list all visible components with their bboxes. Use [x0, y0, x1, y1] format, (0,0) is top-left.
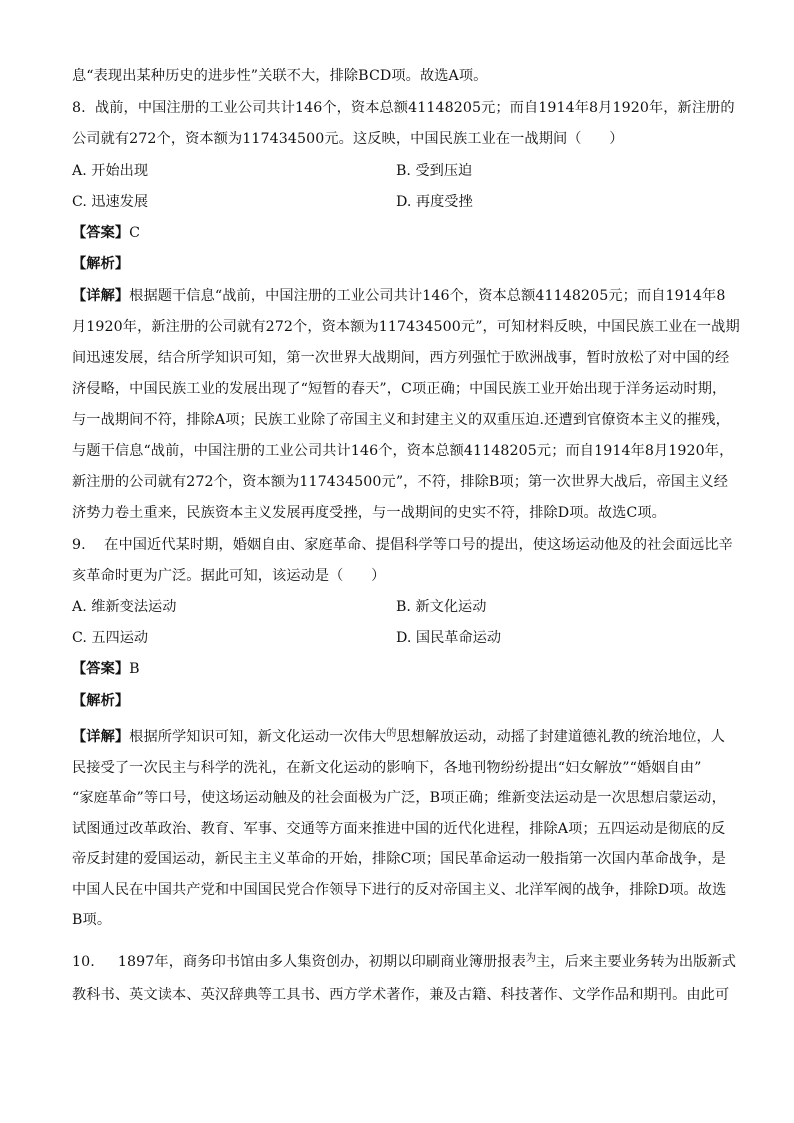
- q8-option-a: A. 开始出现: [72, 163, 149, 179]
- q8-detail-line-6: 与题干信息“战前，中国注册的工业公司共计146个，资本总额41148205元；而自1914年8月1920年，: [72, 443, 734, 459]
- q10-superscript: 为: [525, 953, 537, 964]
- q8-analysis-tag: [72, 254, 129, 274]
- q8-detail-line-8: 济势力卷土重来，民族资本主义发展再度受挫，与一战期间的史实不符，排除D项。故选C项。: [72, 505, 666, 521]
- q8-detail-line-2: 月1920年，新注册的公司就有272个，资本额为117434500元”，可知材料反映，中国民族工业在一战期: [72, 319, 740, 335]
- q10-text-1a: 10. 1897年，商务印书馆由多人集资创办，初期以印刷商业簿册报表: [72, 954, 526, 970]
- q10-stem-line-2: 教科书、英文读本、英汉辞典等工具书、西方学术著作，兼及古籍、科技著作、文学作品和期刊。由此可: [72, 987, 730, 1003]
- q9-detail-line-3: “家庭革命”等口号，使这场运动触及的社会面极为广泛，B项正确；维新变法运动是一次思想启蒙运动，: [72, 790, 726, 806]
- q9-stem-line-1: 9. 在中国近代某时期，婚姻自由、家庭革命、提倡科学等口号的提出，使这场运动他及的社会面远比辛: [72, 537, 733, 553]
- q9-detail-line-6: 中国人民在中国共产党和中国国民党合作领导下进行的反对帝国主义、北洋军阀的战争，排除D项。故选: [72, 882, 727, 898]
- q8-stem-line-1: 8. 战前，中国注册的工业公司共计146个，资本总额41148205元；而自1914年8月1920年，新注册的: [72, 100, 735, 116]
- answer-tag: 【答案】: [72, 661, 130, 677]
- detail-tag: 【详解】: [72, 729, 130, 745]
- q9-stem-line-2: 亥革命时更为广泛。据此可知，该运动是（ ）: [72, 568, 386, 584]
- q9-answer-line: [72, 659, 140, 679]
- q9-option-a: A. 维新变法运动: [72, 599, 177, 615]
- q8-detail-line-3: 间迅速发展，结合所学知识可知，第一次世界大战期间，西方列强忙于欧洲战事，暂时放松了对中国的经: [72, 350, 730, 366]
- q9-detail-line-2: 民接受了一次民主与科学的洗礼，在新文化运动的影响下，各地刊物纷纷提出“妇女解放”“婚姻自由”: [72, 760, 702, 776]
- q9-option-c: C. 五四运动: [72, 630, 149, 646]
- q9-detail-line-1: [72, 727, 725, 749]
- analysis-tag: 【解析】: [72, 693, 130, 709]
- q9-detail-line-4: 试图通过改革政治、教育、军事、交通等方面来推进中国的近代化进程，排除A项；五四运动是彻底的反: [72, 821, 726, 837]
- q9-option-d: D. 国民革命运动: [396, 630, 502, 646]
- q10-text-1b: 主，后来主要业务转为出版新式: [536, 954, 737, 970]
- q9-answer: B: [129, 661, 140, 677]
- q9-detail-line-7: B项。: [72, 912, 112, 928]
- analysis-tag: 【解析】: [72, 256, 130, 272]
- q9-analysis-tag: [72, 691, 129, 711]
- q8-option-b: B. 受到压迫: [396, 163, 473, 179]
- q8-option-d: D. 再度受挫: [396, 194, 473, 210]
- q8-detail-line-7: 新注册的公司就有272个，资本额为117434500元”，不符，排除B项；第一次世界大战后，帝国主义经: [72, 474, 729, 490]
- q8-stem-line-2: 公司就有272个，资本额为117434500元。这反映，中国民族工业在一战期间（ ）: [72, 131, 624, 147]
- q7-tail-line: 息“表现出某种历史的进步性”关联不大，排除BCD项。故选A项。: [72, 68, 488, 84]
- q8-answer-line: [72, 223, 140, 243]
- q8-answer: C: [129, 225, 141, 241]
- q9-detail-line-5: 帝反封建的爱国运动，新民主主义革命的开始，排除C项；国民革命运动一般指第一次国内革命战争，是: [72, 851, 726, 867]
- q8-detail-text-1: 根据题干信息“战前，中国注册的工业公司共计146个，资本总额41148205元；而自1914年8: [129, 288, 726, 304]
- q8-detail-line-5: 与一战期间不符，排除A项；民族工业除了帝国主义和封建主义的双重压迫.还遭到官僚资本主义的摧残，: [72, 412, 730, 428]
- q10-stem-line-1: [72, 952, 736, 974]
- q8-option-c: C. 迅速发展: [72, 194, 149, 210]
- q9-detail-text-1a: 根据所学知识可知，新文化运动一次伟大: [129, 729, 387, 745]
- q9-detail-superscript: 的: [386, 728, 397, 739]
- q9-option-b: B. 新文化运动: [396, 599, 487, 615]
- answer-tag: 【答案】: [72, 225, 130, 241]
- q8-detail-line-4: 济侵略，中国民族工业的发展出现了“短暂的春天”，C项正确；中国民族工业开始出现于洋务运动时期，: [72, 381, 727, 397]
- q8-detail-line-1: [72, 286, 725, 306]
- q9-detail-text-1b: 思想解放运动，动摇了封建道德礼教的统治地位，人: [396, 729, 726, 745]
- detail-tag: 【详解】: [72, 288, 130, 304]
